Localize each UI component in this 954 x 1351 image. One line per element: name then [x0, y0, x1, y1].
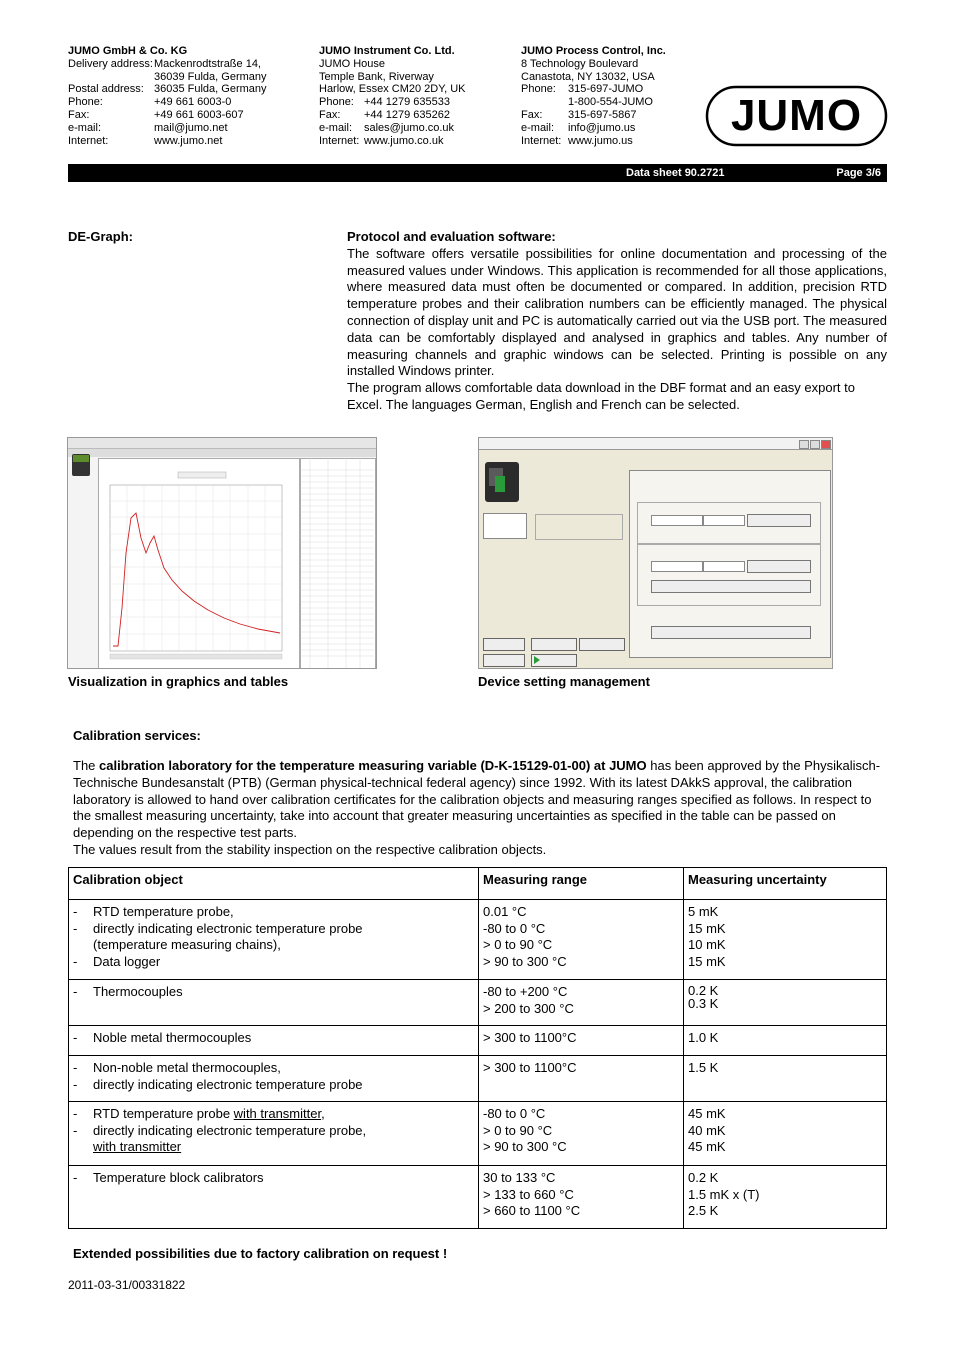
- uncertainty-value: 1.5 mK x (T): [688, 1186, 760, 1202]
- address-value: 1-800-554-JUMO: [568, 96, 653, 109]
- range-value: > 90 to 300 °C: [483, 1139, 567, 1155]
- uncertainty-value: 0.3 K: [688, 995, 719, 1011]
- calibration-object-cell: - Non-noble metal thermocouples, - directly indicating electronic temperature probe: [69, 1055, 479, 1101]
- degraph-text: [347, 229, 887, 414]
- address-row: [319, 109, 466, 122]
- device-settings-screenshot: [478, 437, 833, 669]
- address-value: www.jumo.co.uk: [364, 134, 444, 147]
- address-row: [319, 96, 466, 109]
- address-label: Internet:: [521, 134, 562, 147]
- paragraph: The program allows comfortable data download in the DBF format and an easy export to Excel. The languages German, English and French can be selected.: [347, 380, 855, 412]
- range-value: > 300 to 1100°C: [483, 1029, 577, 1045]
- object-item: directly indicating electronic temperature probe: [93, 1076, 363, 1092]
- calibration-object-cell: - Noble metal thermocouples: [69, 1025, 479, 1055]
- section-heading: Protocol and evaluation software:: [347, 229, 556, 244]
- intro-text: has been approved by the Physikalisch-Technische Bundesanstalt (PTB) (German physical-technical federal agency) since 1992. With its latest DAkkS approval, the calibration laboratory is allowed to hand over calibration certificates for the calibration objects and measuring ranges specified as follows. In respect to the smallest measuring uncertainty, take into account that greater measuring uncertainties as specified in the table can be passed on depending on the respective test parts.: [73, 758, 881, 841]
- address-jumo-germany: [68, 45, 267, 147]
- address-row: [521, 122, 666, 135]
- address-label: Phone:: [68, 96, 103, 109]
- range-value: > 133 to 660 °C: [483, 1186, 574, 1202]
- address-line: JUMO House: [319, 57, 386, 70]
- address-row: [68, 109, 267, 122]
- uncertainty-cell: [684, 1025, 887, 1055]
- column-header: Measuring range: [479, 868, 684, 900]
- address-jumo-uk: [319, 45, 466, 147]
- address-label: Internet:: [319, 134, 360, 147]
- uncertainty-cell: [684, 1055, 887, 1101]
- range-value: -80 to 0 °C: [483, 1105, 546, 1121]
- object-item: Data logger: [93, 954, 161, 970]
- address-value: Mackenrodtstraße 14,: [154, 57, 261, 70]
- address-row: [319, 122, 466, 135]
- address-value: 315-697-5867: [568, 108, 637, 121]
- address-row: [68, 122, 267, 135]
- object-item: Temperature block calibrators: [93, 1169, 264, 1185]
- address-label: Phone:: [319, 96, 354, 109]
- logo-text: JUMO: [730, 91, 863, 140]
- range-value: -80 to +200 °C: [483, 983, 568, 999]
- uncertainty-value: 0.2 K: [688, 1169, 719, 1185]
- range-value: > 660 to 1100 °C: [483, 1203, 581, 1219]
- address-row: [319, 135, 466, 148]
- section-label: DE-Graph:: [68, 229, 133, 244]
- column-header: Measuring uncertainty: [684, 868, 887, 900]
- address-label: e-mail:: [319, 121, 353, 134]
- table-row: [69, 1055, 887, 1101]
- uncertainty-value: 15 mK: [688, 954, 726, 970]
- object-item: RTD temperature probe with transmitter,: [93, 1105, 325, 1121]
- address-value: www.jumo.net: [154, 134, 223, 147]
- object-item: RTD temperature probe,: [93, 903, 234, 919]
- address-row: [68, 83, 267, 96]
- table-row: [69, 1025, 887, 1055]
- uncertainty-value: 10 mK: [688, 937, 726, 953]
- address-row: [68, 58, 267, 71]
- calibration-intro: [73, 758, 887, 859]
- table-row: [69, 979, 887, 1025]
- address-row: [68, 135, 267, 148]
- address-line: 8 Technology Boulevard: [521, 57, 639, 70]
- address-row: [521, 96, 666, 109]
- company-name: JUMO GmbH & Co. KG: [68, 45, 188, 57]
- calibration-object-cell: - Temperature block calibrators: [69, 1165, 479, 1228]
- address-value: +49 661 6003-607: [154, 108, 244, 121]
- address-row: [68, 71, 267, 84]
- object-item: (temperature measuring chains),: [93, 937, 281, 953]
- address-label: Internet:: [68, 134, 109, 147]
- uncertainty-value: 1.5 K: [688, 1059, 719, 1075]
- calibration-object-cell: - RTD temperature probe, - directly indicating electronic temperature probe (temperature measuring chains), - Data logger: [69, 899, 479, 979]
- address-value: +49 661 6003-0: [154, 96, 232, 109]
- intro-last-line: The values result from the stability inspection on the respective calibration objects.: [73, 841, 547, 857]
- address-value: +44 1279 635262: [364, 108, 450, 121]
- address-value: info@jumo.us: [568, 121, 636, 134]
- measuring-range-cell: [479, 899, 684, 979]
- measuring-range-cell: [479, 979, 684, 1025]
- address-label: e-mail:: [68, 121, 102, 134]
- address-line: Temple Bank, Riverway: [319, 70, 434, 83]
- address-row: [68, 96, 267, 109]
- range-value: > 90 to 300 °C: [483, 954, 567, 970]
- section-heading: Calibration services:: [73, 728, 201, 743]
- uncertainty-cell: [684, 1165, 887, 1228]
- measuring-range-cell: [479, 1055, 684, 1101]
- object-item: with transmitter: [93, 1139, 182, 1155]
- measuring-range-cell: [479, 1025, 684, 1055]
- object-item: Non-noble metal thermocouples,: [93, 1059, 281, 1075]
- jumo-logo: [705, 85, 888, 147]
- address-value: www.jumo.us: [568, 134, 633, 147]
- uncertainty-value: 1.0 K: [688, 1029, 719, 1045]
- measuring-range-cell: [479, 1165, 684, 1228]
- address-value: 36039 Fulda, Germany: [154, 70, 267, 83]
- uncertainty-value: 40 mK: [688, 1122, 726, 1138]
- object-item: directly indicating electronic temperature probe: [93, 920, 363, 936]
- range-value: > 200 to 300 °C: [483, 1000, 574, 1016]
- uncertainty-cell: [684, 1101, 887, 1165]
- range-value: > 0 to 90 °C: [483, 1122, 553, 1138]
- graph-software-screenshot: [67, 437, 377, 669]
- datasheet-bar: [68, 164, 887, 182]
- address-row: [521, 83, 666, 96]
- address-value: 315-697-JUMO: [568, 83, 644, 96]
- uncertainty-value: 0.2 K: [688, 982, 719, 998]
- address-line: Harlow, Essex CM20 2DY, UK: [319, 83, 466, 96]
- address-row: [521, 109, 666, 122]
- table-row: [69, 1101, 887, 1165]
- intro-text: The: [73, 758, 100, 773]
- object-item: Thermocouples: [93, 983, 183, 999]
- uncertainty-value: 45 mK: [688, 1139, 726, 1155]
- address-label: e-mail:: [521, 121, 555, 134]
- uncertainty-value: 45 mK: [688, 1105, 726, 1121]
- address-label: Fax:: [68, 108, 90, 121]
- uncertainty-value: 5 mK: [688, 903, 719, 919]
- table-row: [69, 1165, 887, 1228]
- address-value: 36035 Fulda, Germany: [154, 83, 267, 96]
- address-label: Delivery address:: [68, 57, 153, 70]
- caption-device-settings: Device setting management: [478, 674, 650, 689]
- footer-note: Extended possibilities due to factory calibration on request !: [73, 1246, 448, 1261]
- uncertainty-cell: [684, 899, 887, 979]
- address-value: +44 1279 635533: [364, 96, 450, 109]
- address-value: sales@jumo.co.uk: [364, 121, 455, 134]
- address-jumo-usa: [521, 45, 666, 147]
- address-label: Postal address:: [68, 83, 144, 96]
- caption-visualization: Visualization in graphics and tables: [68, 674, 289, 689]
- address-row: [521, 135, 666, 148]
- uncertainty-cell: [684, 979, 887, 1025]
- uncertainty-value: 15 mK: [688, 920, 726, 936]
- table-header-row: [69, 868, 887, 900]
- object-item: Noble metal thermocouples: [93, 1029, 252, 1045]
- range-value: 0.01 °C: [483, 903, 527, 919]
- datasheet-number: Data sheet 90.2721: [626, 167, 725, 179]
- company-name: JUMO Instrument Co. Ltd.: [319, 45, 455, 57]
- range-value: -80 to 0 °C: [483, 920, 546, 936]
- uncertainty-value: 2.5 K: [688, 1203, 719, 1219]
- company-name: JUMO Process Control, Inc.: [521, 45, 666, 57]
- object-item: directly indicating electronic temperature probe,: [93, 1122, 367, 1138]
- intro-bold-text: calibration laboratory for the temperature measuring variable (D-K-15129-01-00) at JUMO: [99, 758, 647, 773]
- paragraph: The software offers versatile possibilities for online documentation and processing of the measured values under Windows. This application is recommended for all those applications, where measured data must often be documented or compared. In addition, precision RTD temperature probes and their calibration numbers can be efficiently managed. The physical connection of display unit and PC is automatically carried out via the USB port. The measured data can be comfortably displayed and analysed in graphics and tables. Any number of measuring channels and graphic windows can be selected. Printing is possible on any installed Windows printer.: [347, 245, 887, 379]
- address-line: Canastota, NY 13032, USA: [521, 70, 655, 83]
- page-number: Page 3/6: [836, 167, 881, 179]
- address-label: Fax:: [521, 108, 543, 121]
- address-label: Fax:: [319, 108, 341, 121]
- table-row: [69, 899, 887, 979]
- range-value: 30 to 133 °C: [483, 1169, 556, 1185]
- address-label: Phone:: [521, 83, 556, 96]
- address-value: mail@jumo.net: [154, 121, 228, 134]
- measuring-range-cell: [479, 1101, 684, 1165]
- column-header: Calibration object: [69, 868, 479, 900]
- document-id: 2011-03-31/00331822: [68, 1278, 186, 1292]
- range-value: > 300 to 1100°C: [483, 1059, 577, 1075]
- calibration-object-cell: - Thermocouples: [69, 979, 479, 1025]
- calibration-table: [68, 867, 887, 1229]
- range-value: > 0 to 90 °C: [483, 937, 553, 953]
- calibration-object-cell: - RTD temperature probe with transmitter, - directly indicating electronic temperature probe, with transmitter: [69, 1101, 479, 1165]
